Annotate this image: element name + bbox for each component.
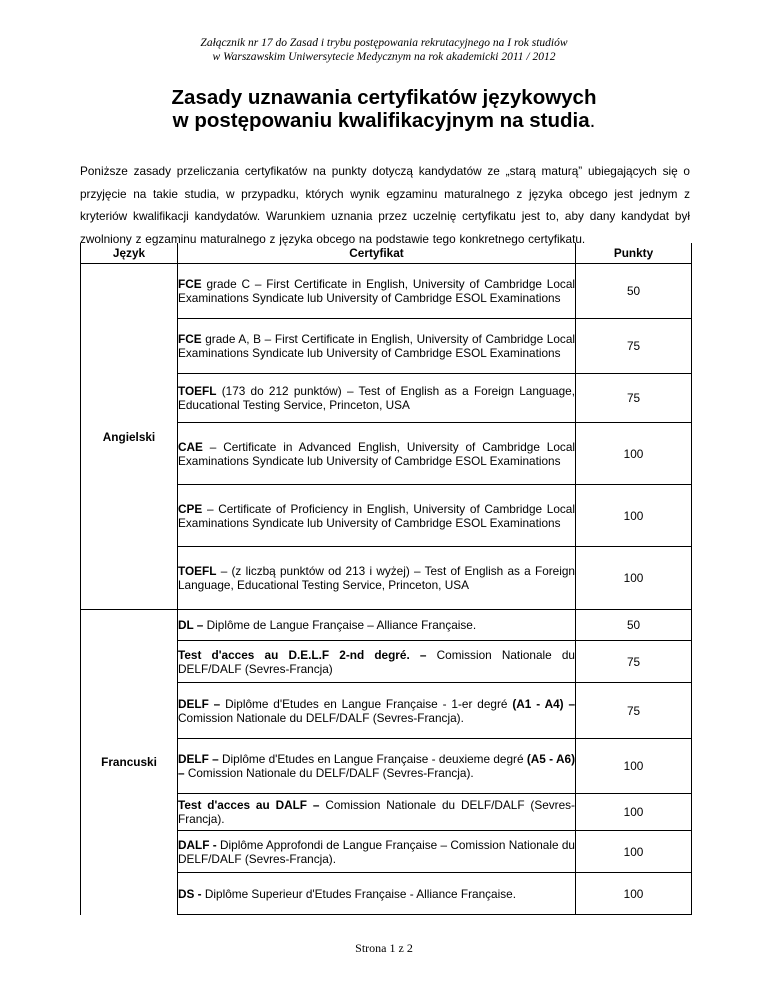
document-title [0,86,768,132]
certificates-table [80,243,692,915]
certificate-cell [178,641,576,683]
certificate-cell [178,485,576,547]
points-cell: 75 [576,683,692,739]
language-cell: Francuski [81,610,178,915]
certificate-name: FCE [178,332,202,346]
certificate-name: CPE [178,501,203,516]
certificate-cell [178,831,576,873]
certificate-description [178,440,575,468]
points-cell: 100 [576,423,692,485]
certificate-description [178,332,575,360]
certificate-details: – Certificate in Advanced English, University of Cambridge Local Examinations Syndicate lub University of Cambridge ESOL Examinations [178,439,575,468]
points-cell: 100 [576,547,692,610]
certificate-name: CAE [178,439,203,454]
header-language: Język [81,243,178,264]
certificate-name: Test d'acces au D.E.L.F 2-nd degré. – [178,647,427,662]
certificate-description [178,502,575,530]
points-cell: 75 [576,374,692,423]
certificate-cell [178,547,576,610]
certificate-cell [178,374,576,423]
certificate-name: DELF – [178,696,221,711]
certificate-details: – (z liczbą punktów od 213 i wyżej) – Test of English as a Foreign Language, Educational Testing Service, Princeton, USA [178,564,575,592]
certificate-details: – Certificate of Proficiency in English, University of Cambridge Local Examinations Syndicate lub University of Cambridge ESOL Examinations [178,501,575,530]
certificate-name: (A5 - A6) – [178,752,575,780]
header-points: Punkty [576,243,692,264]
certificate-description [178,564,575,592]
certificate-name: DALF - [178,837,217,852]
certificate-name: TOEFL [178,384,217,398]
table-row [81,610,692,641]
points-cell: 50 [576,264,692,319]
points-cell: 100 [576,873,692,915]
certificate-description [178,798,575,826]
certificate-details: Diplôme de Langue Française – Alliance Française. [203,618,477,632]
certificate-cell [178,264,576,319]
certificate-description [178,838,575,866]
certificate-name: DS - [178,886,202,901]
points-cell: 75 [576,641,692,683]
certificate-cell [178,794,576,831]
table-row [81,264,692,319]
certificate-description [178,752,575,780]
certificate-description [178,277,575,305]
certificate-description [178,618,575,632]
certificate-details: (173 do 212 punktów) – Test of English as a Foreign Language, Educational Testing Service, Princeton, USA [178,384,575,412]
header-certificate: Certyfikat [178,243,576,264]
certificate-name: TOEFL [178,564,217,578]
certificate-details: grade C – First Certificate in English, University of Cambridge Local Examinations Syndicate lub University of Cambridge ESOL Examinations [178,277,575,305]
certificate-details: Comission Nationale du DELF/DALF (Sevres-Francja) [178,647,575,676]
intro-paragraph: Poniższe zasady przeliczania certyfikatów na punkty dotyczą kandydatów ze „starą maturą” ubiegających się o przyjęcie na takie studia, w przypadku, których wynik egzaminu maturalnego z języka obcego jest jednym z kryteriów kwalifikacji kandydatów. Warunkiem uznania przez uczelnię certyfikatu jest to, aby dany kandydat był zwolniony z egzaminu maturalnego z języka obcego na podstawie tego konkretnego certyfikatu. [80,164,690,246]
certificate-description [178,384,575,412]
certificate-cell [178,610,576,641]
certificate-cell [178,739,576,794]
certificate-details: Diplôme d'Etudes en Langue Française - deuxieme degré [218,752,527,766]
page-number: Strona 1 z 2 [355,941,413,955]
table-body [81,264,692,915]
attachment-note [0,36,768,64]
points-cell: 100 [576,831,692,873]
certificate-name: FCE [178,277,202,291]
certificate-cell [178,423,576,485]
certificate-cell [178,683,576,739]
certificate-description [178,887,575,901]
language-cell: Angielski [81,264,178,610]
points-cell: 75 [576,319,692,374]
points-cell: 100 [576,485,692,547]
certificate-description [178,648,575,676]
certificate-details: Comission Nationale du DELF/DALF (Sevres-Francja). [178,710,464,725]
attachment-note-line-2: w Warszawskim Uniwersytecie Medycznym na rok akademicki 2011 / 2012 [212,51,556,63]
attachment-note-line-1: Załącznik nr 17 do Zasad i trybu postępowania rekrutacyjnego na I rok studiów [200,37,568,49]
certificate-description [178,697,575,725]
certificate-name: Test d'acces au DALF – [178,798,320,812]
points-cell: 100 [576,794,692,831]
points-cell: 100 [576,739,692,794]
points-cell: 50 [576,610,692,641]
certificate-name: (A1 - A4) – [512,696,576,711]
document-title-line-2: w postępowaniu kwalifikacyjnym na studia. [172,109,596,132]
certificate-name: DELF – [178,752,219,766]
document-title-line-1: Zasady uznawania certyfikatów językowych [171,86,597,109]
certificate-details: Diplôme Superieur d'Etudes Française - Alliance Française. [201,886,516,901]
certificate-details: Diplôme d'Etudes en Langue Française - 1-er degré [220,696,513,711]
certificate-cell [178,319,576,374]
certificate-details: grade A, B – First Certificate in English, University of Cambridge Local Examinations Syndicate lub University of Cambridge ESOL Examinations [178,332,575,360]
certificate-cell [178,873,576,915]
certificate-details: Comission Nationale du DELF/DALF (Sevres-Francja). [184,766,474,780]
certificate-details: Diplôme Approfondi de Langue Française – Comission Nationale du DELF/DALF (Sevres-Francja). [178,837,575,866]
certificate-details: Comission Nationale du DELF/DALF (Sevres-Francja). [178,798,575,826]
table-header-row [81,243,692,264]
certificate-name: DL – [178,618,204,632]
